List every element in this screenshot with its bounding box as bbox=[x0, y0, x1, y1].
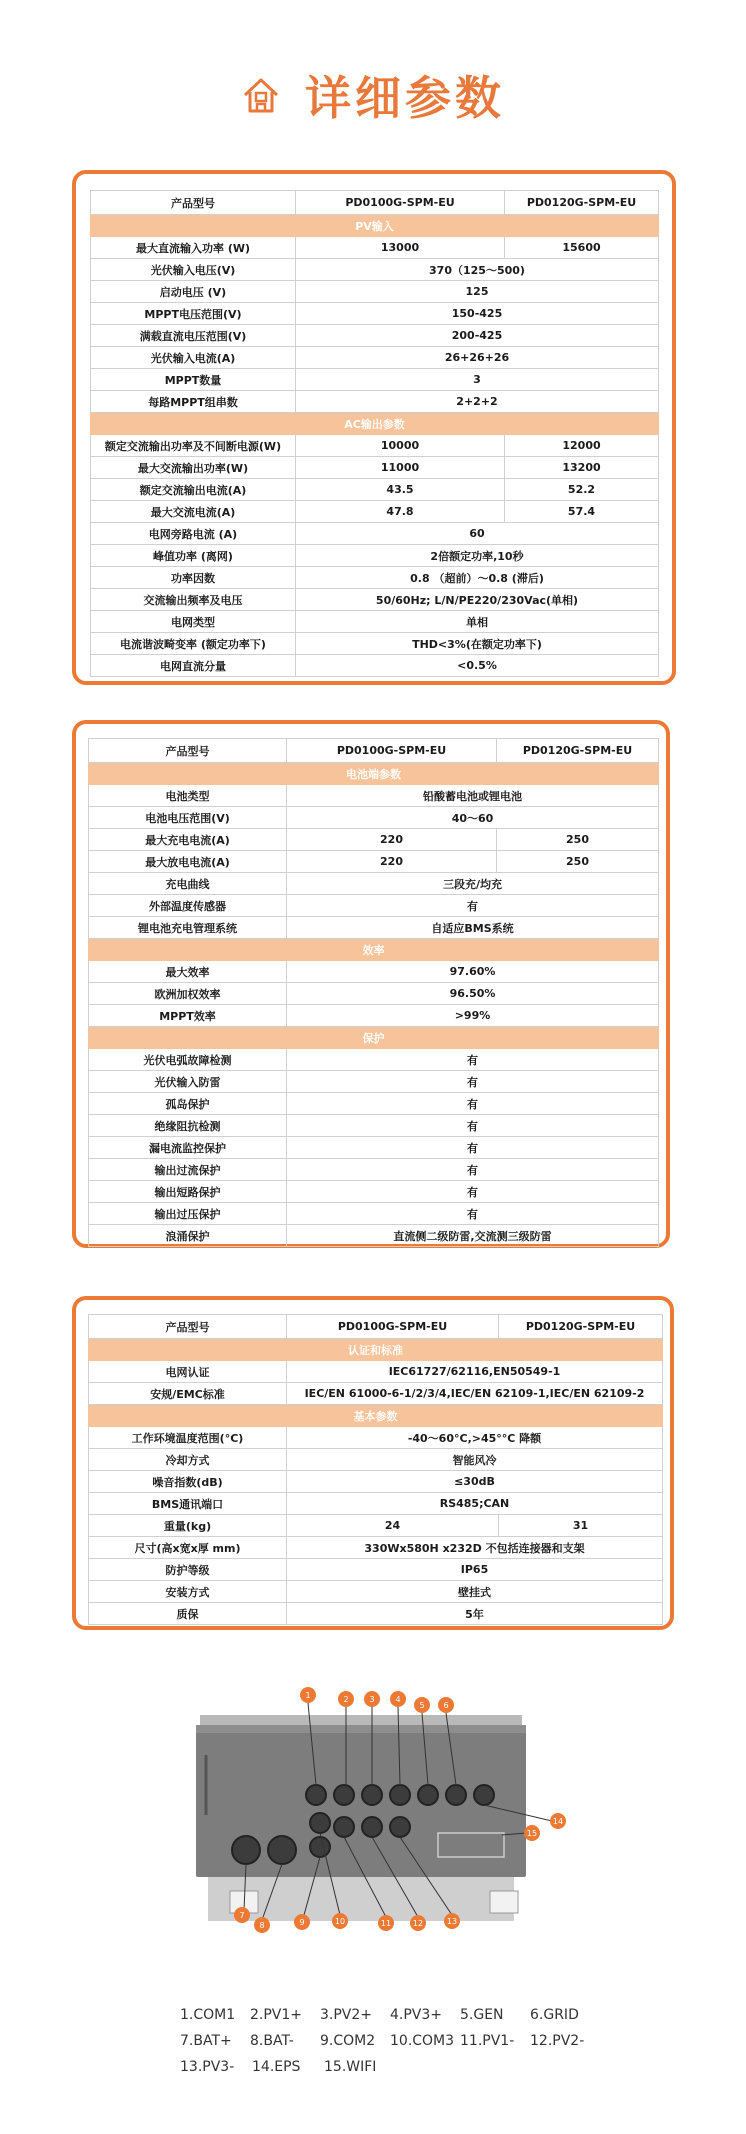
param-label: 最大交流电流(A) bbox=[91, 501, 296, 523]
table-row bbox=[89, 917, 659, 939]
callout-label: 3 bbox=[369, 1695, 375, 1704]
table-row bbox=[91, 567, 659, 589]
param-label: 最大充电电流(A) bbox=[89, 829, 287, 851]
section-title: 认证和标准 bbox=[89, 1339, 663, 1361]
legend-item: 9.COM2 bbox=[320, 2033, 376, 2049]
param-label: 重量(kg) bbox=[89, 1515, 287, 1537]
section-header bbox=[91, 413, 659, 435]
param-label: 最大直流输入功率 (W) bbox=[91, 237, 296, 259]
legend-item: 14.EPS bbox=[252, 2059, 301, 2075]
section-title: 效率 bbox=[89, 939, 659, 961]
section-title: 保护 bbox=[89, 1027, 659, 1049]
table-row bbox=[89, 1071, 659, 1093]
param-value: 自适应BMS系统 bbox=[287, 917, 659, 939]
param-value: 250 bbox=[497, 829, 659, 851]
param-label: 欧洲加权效率 bbox=[89, 983, 287, 1005]
param-label: 峰值功率 (离网) bbox=[91, 545, 296, 567]
table-row bbox=[91, 259, 659, 281]
param-value: 10000 bbox=[296, 435, 505, 457]
section-header bbox=[91, 215, 659, 237]
table-row bbox=[91, 479, 659, 501]
param-label: 安规/EMC标准 bbox=[89, 1383, 287, 1405]
section-title: PV输入 bbox=[91, 215, 659, 237]
param-value: 3 bbox=[296, 369, 659, 391]
param-label: 电网认证 bbox=[89, 1361, 287, 1383]
table-row bbox=[91, 303, 659, 325]
legend-item: 12.PV2- bbox=[530, 2033, 585, 2049]
callout-label: 12 bbox=[412, 1919, 424, 1928]
callout-label: 1 bbox=[305, 1691, 311, 1700]
param-label: 电网直流分量 bbox=[91, 655, 296, 677]
param-label: MPPT数量 bbox=[91, 369, 296, 391]
param-label: 充电曲线 bbox=[89, 873, 287, 895]
param-value: RS485;CAN bbox=[287, 1493, 663, 1515]
param-value: PD0120G-SPM-EU bbox=[505, 191, 659, 215]
param-label: 防护等级 bbox=[89, 1559, 287, 1581]
table-row bbox=[89, 1427, 663, 1449]
param-value: 220 bbox=[287, 851, 497, 873]
param-value: 有 bbox=[287, 1049, 659, 1071]
param-value: 47.8 bbox=[296, 501, 505, 523]
callout-label: 10 bbox=[334, 1917, 346, 1926]
spec-table-battery bbox=[88, 738, 659, 1247]
param-label: 电网旁路电流 (A) bbox=[91, 523, 296, 545]
page-header bbox=[0, 60, 746, 130]
param-value: THD<3%(在额定功率下) bbox=[296, 633, 659, 655]
param-value: 250 bbox=[497, 851, 659, 873]
table-row bbox=[91, 457, 659, 479]
table-row bbox=[91, 501, 659, 523]
param-value: 12000 bbox=[505, 435, 659, 457]
section-header bbox=[89, 763, 659, 785]
param-value: <0.5% bbox=[296, 655, 659, 677]
table-row bbox=[91, 655, 659, 677]
table-row bbox=[89, 1315, 663, 1339]
card1-body bbox=[91, 191, 659, 677]
table-row bbox=[91, 237, 659, 259]
table-row bbox=[89, 829, 659, 851]
param-label: 绝缘阻抗检测 bbox=[89, 1115, 287, 1137]
callout-label: 7 bbox=[239, 1911, 245, 1920]
spec-table-standards bbox=[88, 1314, 663, 1625]
legend-item: 10.COM3 bbox=[390, 2033, 455, 2049]
legend-item: 2.PV1+ bbox=[250, 2007, 303, 2023]
table-row bbox=[89, 1559, 663, 1581]
param-label: 安装方式 bbox=[89, 1581, 287, 1603]
callout-label: 15 bbox=[526, 1829, 538, 1838]
param-value: 铅酸蓄电池或锂电池 bbox=[287, 785, 659, 807]
param-label: 输出过压保护 bbox=[89, 1203, 287, 1225]
spec-card-standards bbox=[72, 1296, 674, 1630]
legend-item: 11.PV1- bbox=[460, 2033, 515, 2049]
section-title: AC输出参数 bbox=[91, 413, 659, 435]
table-row bbox=[89, 1093, 659, 1115]
section-header bbox=[89, 1405, 663, 1427]
param-value: >99% bbox=[287, 1005, 659, 1027]
table-row bbox=[89, 1181, 659, 1203]
param-label: 输出过流保护 bbox=[89, 1159, 287, 1181]
param-label: 光伏电弧故障检测 bbox=[89, 1049, 287, 1071]
param-value: 97.60% bbox=[287, 961, 659, 983]
param-value: 2倍额定功率,10秒 bbox=[296, 545, 659, 567]
legend-item: 6.GRID bbox=[530, 2007, 579, 2023]
param-value: 60 bbox=[296, 523, 659, 545]
param-value: 24 bbox=[287, 1515, 499, 1537]
table-row bbox=[89, 1049, 659, 1071]
param-label: 工作环境温度范围(°C) bbox=[89, 1427, 287, 1449]
callout-label: 11 bbox=[380, 1919, 392, 1928]
legend-row bbox=[180, 2002, 600, 2028]
table-row bbox=[89, 983, 659, 1005]
legend-item: 5.GEN bbox=[460, 2007, 504, 2023]
param-label: BMS通讯端口 bbox=[89, 1493, 287, 1515]
param-value: 智能风冷 bbox=[287, 1449, 663, 1471]
table-row bbox=[89, 1137, 659, 1159]
section-header bbox=[89, 939, 659, 961]
param-value: 52.2 bbox=[505, 479, 659, 501]
param-label: MPPT效率 bbox=[89, 1005, 287, 1027]
param-label: 噪音指数(dB) bbox=[89, 1471, 287, 1493]
param-value: PD0100G-SPM-EU bbox=[287, 1315, 499, 1339]
param-value: 有 bbox=[287, 1115, 659, 1137]
param-label: 外部温度传感器 bbox=[89, 895, 287, 917]
table-row bbox=[91, 281, 659, 303]
param-value: 直流侧二级防雷,交流测三级防雷 bbox=[287, 1225, 659, 1247]
param-label: 最大放电电流(A) bbox=[89, 851, 287, 873]
legend-row bbox=[180, 2054, 600, 2080]
param-value: 0.8 （超前）～0.8 (滞后) bbox=[296, 567, 659, 589]
table-row bbox=[89, 1361, 663, 1383]
section-header bbox=[89, 1027, 659, 1049]
table-row bbox=[91, 523, 659, 545]
param-label: 电池电压范围(V) bbox=[89, 807, 287, 829]
param-value: 50/60Hz; L/N/PE220/230Vac(单相) bbox=[296, 589, 659, 611]
param-value: 13000 bbox=[296, 237, 505, 259]
param-value: 有 bbox=[287, 1071, 659, 1093]
table-row bbox=[89, 1449, 663, 1471]
home-icon bbox=[241, 75, 281, 115]
param-value: 2+2+2 bbox=[296, 391, 659, 413]
legend-item: 8.BAT- bbox=[250, 2033, 294, 2049]
param-value: 13200 bbox=[505, 457, 659, 479]
table-row bbox=[89, 1493, 663, 1515]
table-row bbox=[89, 1005, 659, 1027]
param-value: 330Wx580H x232D 不包括连接器和支架 bbox=[287, 1537, 663, 1559]
inverter-illustration bbox=[190, 1685, 570, 1930]
table-row bbox=[89, 739, 659, 763]
param-label: 启动电压 (V) bbox=[91, 281, 296, 303]
section-title: 基本参数 bbox=[89, 1405, 663, 1427]
param-label: 质保 bbox=[89, 1603, 287, 1625]
section-header bbox=[89, 1339, 663, 1361]
param-value: -40～60°C,>45°°C 降额 bbox=[287, 1427, 663, 1449]
callout-label: 9 bbox=[299, 1918, 305, 1927]
param-value: 200-425 bbox=[296, 325, 659, 347]
param-value: ≤30dB bbox=[287, 1471, 663, 1493]
legend-item: 13.PV3- bbox=[180, 2059, 235, 2075]
spec-card-battery bbox=[72, 720, 670, 1248]
legend-item: 4.PV3+ bbox=[390, 2007, 443, 2023]
table-row bbox=[91, 545, 659, 567]
param-value: 31 bbox=[499, 1515, 663, 1537]
param-value: 43.5 bbox=[296, 479, 505, 501]
param-value: 125 bbox=[296, 281, 659, 303]
param-label: 尺寸(高x宽x厚 mm) bbox=[89, 1537, 287, 1559]
param-label: 输出短路保护 bbox=[89, 1181, 287, 1203]
table-row bbox=[91, 391, 659, 413]
spec-table-pv-ac bbox=[90, 190, 659, 677]
param-label: 光伏输入电流(A) bbox=[91, 347, 296, 369]
table-row bbox=[89, 807, 659, 829]
card3-body bbox=[89, 1315, 663, 1625]
page-title: 详细参数 bbox=[305, 71, 505, 125]
spec-card-pv-ac bbox=[72, 170, 676, 685]
param-label: 电池类型 bbox=[89, 785, 287, 807]
callout-label: 8 bbox=[259, 1921, 265, 1930]
param-label: 孤岛保护 bbox=[89, 1093, 287, 1115]
param-value: 壁挂式 bbox=[287, 1581, 663, 1603]
param-value: 370（125～500) bbox=[296, 259, 659, 281]
callout-label: 5 bbox=[419, 1701, 425, 1710]
table-row bbox=[89, 1383, 663, 1405]
port-legend bbox=[180, 2002, 600, 2080]
callout-label: 2 bbox=[343, 1695, 349, 1704]
param-value: 有 bbox=[287, 895, 659, 917]
param-value: IP65 bbox=[287, 1559, 663, 1581]
table-row bbox=[89, 895, 659, 917]
param-label: 产品型号 bbox=[89, 739, 287, 763]
table-row bbox=[91, 611, 659, 633]
table-row bbox=[91, 325, 659, 347]
param-label: 漏电流监控保护 bbox=[89, 1137, 287, 1159]
param-value: 有 bbox=[287, 1203, 659, 1225]
table-row bbox=[89, 1225, 659, 1247]
param-value: 26+26+26 bbox=[296, 347, 659, 369]
table-row bbox=[89, 1471, 663, 1493]
param-value: PD0120G-SPM-EU bbox=[497, 739, 659, 763]
table-row bbox=[89, 851, 659, 873]
inverter-port-diagram bbox=[190, 1685, 570, 1930]
param-label: 冷却方式 bbox=[89, 1449, 287, 1471]
callout-label: 6 bbox=[443, 1701, 449, 1710]
legend-item: 15.WIFI bbox=[324, 2059, 377, 2075]
table-row bbox=[91, 633, 659, 655]
param-label: 额定交流输出功率及不间断电源(W) bbox=[91, 435, 296, 457]
param-value: 有 bbox=[287, 1137, 659, 1159]
table-row bbox=[89, 785, 659, 807]
legend-item: 1.COM1 bbox=[180, 2007, 236, 2023]
param-value: 三段充/均充 bbox=[287, 873, 659, 895]
param-value: IEC/EN 61000-6-1/2/3/4,IEC/EN 62109-1,IEC/EN 62109-2 bbox=[287, 1383, 663, 1405]
callout-label: 14 bbox=[552, 1817, 564, 1826]
param-label: 交流输出频率及电压 bbox=[91, 589, 296, 611]
table-row bbox=[89, 1515, 663, 1537]
param-label: 满载直流电压范围(V) bbox=[91, 325, 296, 347]
legend-item: 3.PV2+ bbox=[320, 2007, 373, 2023]
param-value: 11000 bbox=[296, 457, 505, 479]
param-value: 有 bbox=[287, 1181, 659, 1203]
param-value: 96.50% bbox=[287, 983, 659, 1005]
param-label: MPPT电压范围(V) bbox=[91, 303, 296, 325]
param-label: 功率因数 bbox=[91, 567, 296, 589]
param-label: 最大交流输出功率(W) bbox=[91, 457, 296, 479]
param-value: PD0120G-SPM-EU bbox=[499, 1315, 663, 1339]
table-row bbox=[89, 1159, 659, 1181]
param-value: 有 bbox=[287, 1093, 659, 1115]
table-row bbox=[91, 347, 659, 369]
param-value: 15600 bbox=[505, 237, 659, 259]
param-label: 最大效率 bbox=[89, 961, 287, 983]
param-value: 57.4 bbox=[505, 501, 659, 523]
param-label: 光伏输入防雷 bbox=[89, 1071, 287, 1093]
param-value: 单相 bbox=[296, 611, 659, 633]
param-label: 每路MPPT组串数 bbox=[91, 391, 296, 413]
param-label: 产品型号 bbox=[89, 1315, 287, 1339]
callout-label: 13 bbox=[446, 1917, 458, 1926]
table-row bbox=[91, 191, 659, 215]
param-value: 220 bbox=[287, 829, 497, 851]
table-row bbox=[89, 873, 659, 895]
table-row bbox=[89, 1581, 663, 1603]
table-row bbox=[91, 369, 659, 391]
table-row bbox=[89, 1203, 659, 1225]
param-value: PD0100G-SPM-EU bbox=[287, 739, 497, 763]
table-row bbox=[91, 435, 659, 457]
section-title: 电池端参数 bbox=[89, 763, 659, 785]
legend-item: 7.BAT+ bbox=[180, 2033, 232, 2049]
param-label: 额定交流输出电流(A) bbox=[91, 479, 296, 501]
param-label: 电流谐波畸变率 (额定功率下) bbox=[91, 633, 296, 655]
card2-body bbox=[89, 739, 659, 1247]
callout-label: 4 bbox=[395, 1695, 401, 1704]
param-value: 40～60 bbox=[287, 807, 659, 829]
param-label: 产品型号 bbox=[91, 191, 296, 215]
param-label: 光伏输入电压(V) bbox=[91, 259, 296, 281]
table-row bbox=[89, 961, 659, 983]
param-label: 浪涌保护 bbox=[89, 1225, 287, 1247]
param-label: 电网类型 bbox=[91, 611, 296, 633]
legend-row bbox=[180, 2028, 600, 2054]
param-value: 5年 bbox=[287, 1603, 663, 1625]
table-row bbox=[89, 1115, 659, 1137]
param-value: IEC61727/62116,EN50549-1 bbox=[287, 1361, 663, 1383]
table-row bbox=[91, 589, 659, 611]
param-value: 150-425 bbox=[296, 303, 659, 325]
param-label: 锂电池充电管理系统 bbox=[89, 917, 287, 939]
param-value: PD0100G-SPM-EU bbox=[296, 191, 505, 215]
param-value: 有 bbox=[287, 1159, 659, 1181]
table-row bbox=[89, 1537, 663, 1559]
table-row bbox=[89, 1603, 663, 1625]
